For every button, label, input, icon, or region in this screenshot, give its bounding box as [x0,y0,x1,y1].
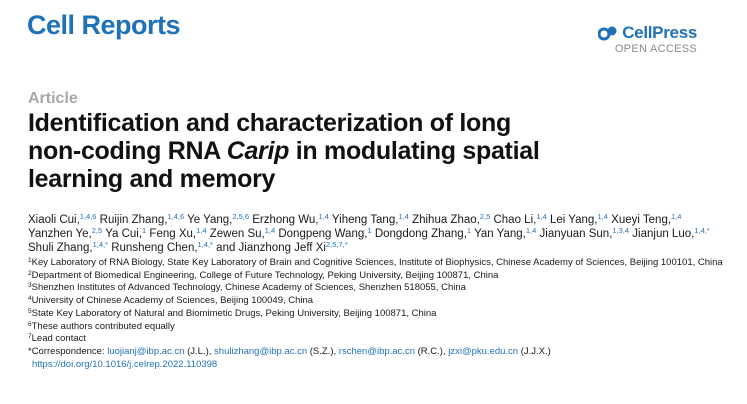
author-name: Zhihua Zhao, [412,214,480,226]
author-name: Jianyuan Sun, [539,228,613,240]
author-name: Xueyi Teng, [611,214,672,226]
author-affiliation-marker: 1,4 [318,212,329,221]
correspondence-email-link[interactable]: rschen@ibp.ac.cn [338,345,415,357]
correspondence-initials: (J.J.X.) [518,345,551,357]
author-name: Dongpeng Wang, [278,228,368,240]
author-affiliation-marker: 1 [466,226,472,235]
correspondence-initials: (S.Z.), [307,345,339,357]
title-part-2: in modulating spatial learning and memory [28,137,540,193]
affiliation-number: 7 [28,333,32,341]
article-title [28,109,568,193]
author-name: Feng Xu, [149,228,197,240]
affiliation-item [28,308,728,321]
affiliation-item [28,333,728,346]
author-name: Chao Li, [493,214,537,226]
author-affiliation-marker: 2,5 [479,212,491,221]
author-name: Erzhong Wu, [252,214,319,226]
affiliation-text: Lead contact [31,333,87,345]
author-name: Shuli Zhang, [28,242,93,254]
author-name: Dongdong Zhang, [374,228,467,240]
author-affiliation-marker: 1 [367,226,372,235]
title-gene-name: Carip [226,137,290,165]
author-affiliation-marker: 1,4 [525,226,537,235]
publisher-block [598,23,697,55]
author-name: Yan Yang, [474,228,526,240]
affiliation-number: 1 [28,257,32,264]
author-affiliation-marker: 1,4 [671,212,682,221]
author-name: Jianjun Luo, [632,228,695,240]
affiliation-number: 6 [28,320,32,328]
affiliation-item [28,257,728,270]
author-list [28,213,728,255]
author-affiliation-marker: 1,4,* [694,226,710,235]
affiliation-text: These authors contributed equally [31,320,175,332]
correspondence-initials: (J.L.), [184,345,215,357]
affiliation-number: 2 [28,269,32,277]
correspondence-initials: (R.C.), [414,345,449,357]
author-affiliation-marker: 1,3,4 [612,226,630,235]
affiliation-text: University of Chinese Academy of Sciences, Beijing 100049, China [31,295,314,307]
affiliation-item [28,321,728,334]
affiliations [28,257,728,346]
correspondence-email-link[interactable]: shulizhang@ibp.ac.cn [214,345,308,357]
affiliation-number: 5 [28,307,32,315]
author-affiliation-marker: 1,4 [597,212,608,221]
affiliation-number: 4 [28,295,32,303]
author-name: Zewen Su, [209,228,265,240]
affiliation-item [28,295,728,308]
author-affiliation-marker: 2,5,7,* [325,240,348,249]
article-type: Article [28,90,78,107]
affiliation-text: Key Laboratory of RNA Biology, State Key Laboratory of Brain and Cognitive Sciences, Institute of Biophysics, Chinese Academy of Sciences, Beijing 100101, China [31,257,723,268]
author-affiliation-marker: 1,4 [398,212,409,221]
author-affiliation-marker: 1 [142,226,147,235]
correspondence-line [28,346,728,359]
correspondence-email-link[interactable]: jzxi@pku.edu.cn [448,345,519,357]
author-affiliation-marker: 1,4,* [92,240,109,249]
title-part-1: Identification and characterization of long non-coding RNA [28,109,511,165]
author-affiliation-marker: 1,4 [536,212,547,221]
affiliation-text: Department of Biomedical Engineering, College of Future Technology, Peking University, Beijing 100871, China [31,269,499,281]
correspondence-label: *Correspondence: [28,345,108,357]
author-name: Xiaoli Cui, [28,214,80,226]
author-name: Lei Yang, [549,214,598,226]
author-name: and Jianzhong Jeff Xi [216,242,326,254]
author-affiliation-marker: 1,4,* [197,240,213,249]
journal-title: Cell Reports [27,10,181,40]
author-affiliation-marker: 1,4,6 [167,212,185,221]
affiliation-item [28,282,728,295]
author-name: Runsheng Chen, [111,242,198,254]
author-name: Yiheng Tang, [331,214,399,226]
author-affiliation-marker: 1,4,6 [79,212,97,221]
author-name: Ruijin Zhang, [99,214,168,226]
affiliation-text: Shenzhen Institutes of Advanced Technology, Chinese Academy of Sciences, Shenzhen 518055, China [31,282,466,294]
affiliation-item [28,270,728,283]
publisher-name: CellPress [622,23,697,42]
affiliation-list [28,257,728,371]
cellpress-logo-icon [598,24,618,42]
affiliation-text: State Key Laboratory of Natural and Biomimetic Drugs, Peking University, Beijing 100871, China [31,307,437,319]
correspondence-email-link[interactable]: luojianj@ibp.ac.cn [107,345,185,357]
author-affiliation-marker: 1,4 [264,226,276,235]
author-affiliation-marker: 2,5 [91,226,103,235]
affiliation-number: 3 [28,282,32,290]
author-affiliation-marker: 1,4 [196,226,207,235]
author-name: Ya Cui, [105,228,143,240]
open-access-label: OPEN ACCESS [614,43,697,55]
author-affiliation-marker: 2,5,6 [232,212,250,221]
doi-link[interactable]: https://doi.org/10.1016/j.celrep.2022.110398 [32,358,218,370]
author-name: Ye Yang, [187,214,233,226]
author-name: Yanzhen Ye, [28,228,92,240]
